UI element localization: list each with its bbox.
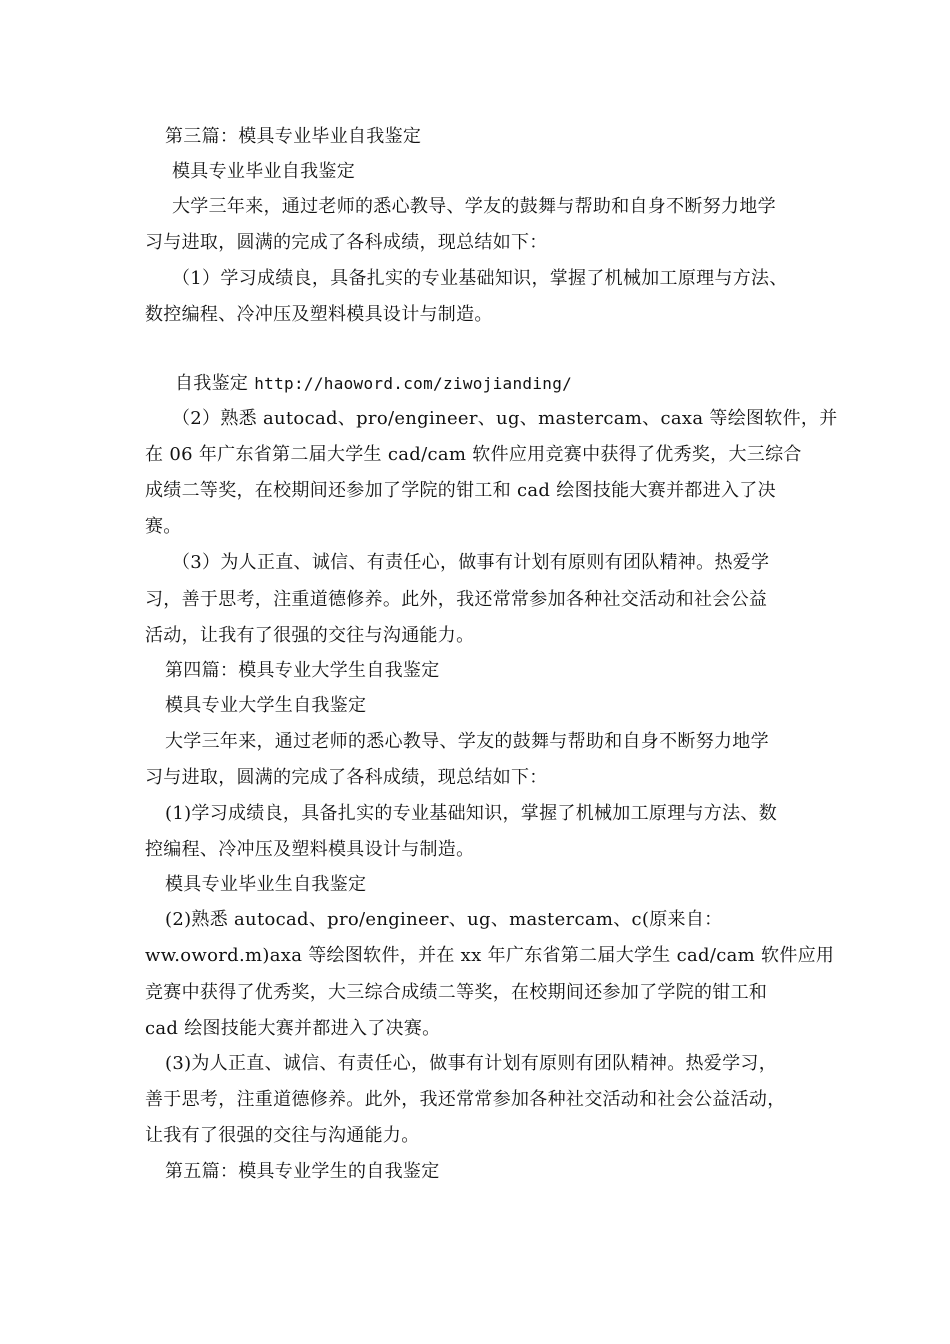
subtitle: 模具专业大学生自我鉴定 [165, 695, 367, 716]
paragraph-line: 在 06 年广东省第二届大学生 cad/cam 软件应用竞赛中获得了优秀奖，大三综合 [145, 444, 802, 465]
paragraph-line: 习与进取，圆满的完成了各科成绩，现总结如下： [145, 767, 548, 788]
link-label [175, 372, 572, 396]
paragraph-line: （2）熟悉 autocad、pro/engineer、ug、mastercam、caxa 等绘图软件，并 [172, 408, 838, 429]
paragraph-line: 大学三年来，通过老师的悉心教导、学友的鼓舞与帮助和自身不断努力地学 [172, 196, 776, 217]
section-heading-5: 第五篇：模具专业学生的自我鉴定 [165, 1161, 440, 1182]
link-label-text: 自我鉴定 [175, 373, 249, 394]
paragraph-line: (1)学习成绩良，具备扎实的专业基础知识，掌握了机械加工原理与方法、数 [165, 803, 777, 824]
paragraph-line: 竞赛中获得了优秀奖，大三综合成绩二等奖，在校期间还参加了学院的钳工和 [145, 982, 768, 1003]
paragraph-line: (3)为人正直、诚信、有责任心，做事有计划有原则有团队精神。热爱学习， [165, 1053, 777, 1074]
paragraph-line: 数控编程、冷冲压及塑料模具设计与制造。 [145, 304, 493, 325]
paragraph-line: （1）学习成绩良，具备扎实的专业基础知识，掌握了机械加工原理与方法、 [172, 268, 788, 289]
section-heading-3: 第三篇：模具专业毕业自我鉴定 [165, 126, 422, 147]
paragraph-line: 控编程、冷冲压及塑料模具设计与制造。 [145, 839, 475, 860]
paragraph-line: 活动，让我有了很强的交往与沟通能力。 [145, 625, 475, 646]
paragraph-line: 善于思考，注重道德修养。此外，我还常常参加各种社交活动和社会公益活动， [145, 1089, 786, 1110]
paragraph-line: 大学三年来，通过老师的悉心教导、学友的鼓舞与帮助和自身不断努力地学 [165, 731, 769, 752]
paragraph-line: （3）为人正直、诚信、有责任心，做事有计划有原则有团队精神。热爱学 [172, 552, 770, 573]
paragraph-line: 赛。 [145, 516, 182, 537]
paragraph-line: ww.oword.m)axa 等绘图软件，并在 xx 年广东省第二届大学生 cad/cam 软件应用 [145, 945, 835, 966]
paragraph-line: 成绩二等奖，在校期间还参加了学院的钳工和 cad 绘图技能大赛并都进入了决 [145, 480, 776, 501]
subtitle: 模具专业毕业生自我鉴定 [165, 874, 367, 895]
paragraph-line: (2)熟悉 autocad、pro/engineer、ug、mastercam、c(原来自： [165, 909, 723, 930]
paragraph-line: 让我有了很强的交往与沟通能力。 [145, 1125, 420, 1146]
paragraph-line: cad 绘图技能大赛并都进入了决赛。 [145, 1018, 441, 1039]
paragraph-line: 习与进取，圆满的完成了各科成绩，现总结如下： [145, 232, 548, 253]
paragraph-line: 习，善于思考，注重道德修养。此外，我还常常参加各种社交活动和社会公益 [145, 589, 768, 610]
subtitle: 模具专业毕业自我鉴定 [172, 161, 355, 182]
section-heading-4: 第四篇：模具专业大学生自我鉴定 [165, 660, 440, 681]
url-text[interactable]: http://haoword.com/ziwojianding/ [254, 374, 573, 393]
